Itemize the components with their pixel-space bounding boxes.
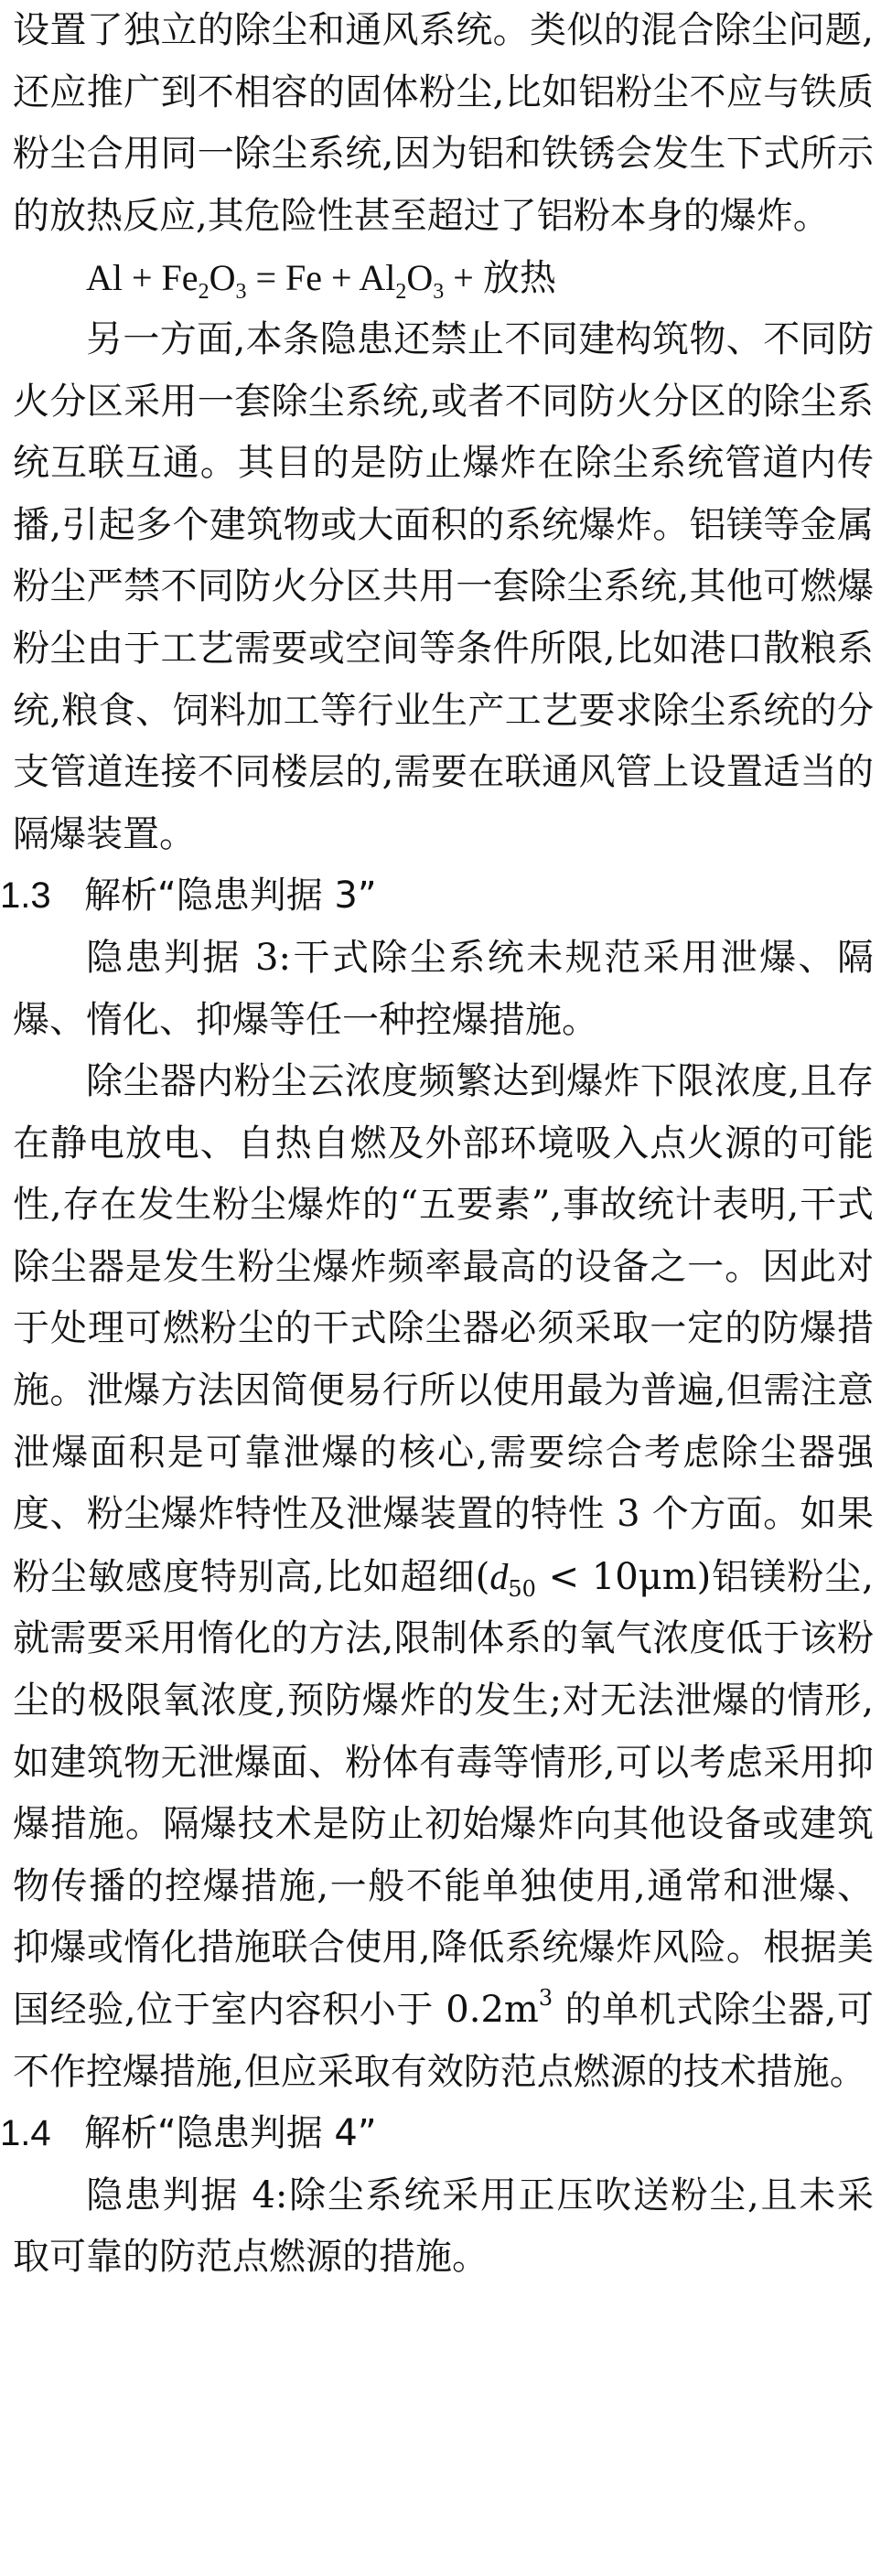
eq-part: O: [209, 257, 236, 299]
math-variable: d: [489, 1555, 509, 1597]
math-subscript: 50: [508, 1575, 536, 1602]
reaction-equation: [13, 247, 874, 309]
paragraph-fire-zones: 另一方面,本条隐患还禁止不同建构筑物、不同防火分区采用一套除尘系统,或者不同防火分区的除尘系统互联互通。其目的是防止爆炸在除尘系统管道内传播,引起多个建筑物或大面积的系统爆炸。铝镁等金属粉尘严禁不同防火分区共用一套除尘系统,其他可燃爆粉尘由于工艺需要或空间等条件所限,比如港口散粮系统,粮食、饲料加工等行业生产工艺要求除尘系统的分支管道连接不同楼层的,需要在联通风管上设置适当的隔爆装置。: [13, 317, 874, 855]
paragraph-dust-collector: [13, 1051, 874, 2103]
eq-part: O: [406, 257, 434, 299]
text-run: 的单机式除尘器,可不作控爆措施,但应采取有效防范点燃源的技术措施。: [13, 1989, 874, 2093]
eq-part: = Fe + Al: [246, 257, 396, 299]
section-title: 解析“隐患判据 4”: [84, 2112, 377, 2155]
section-number: 1.3: [0, 875, 51, 917]
paragraph-continued: 设置了独立的除尘和通风系统。类似的混合除尘问题,还应推广到不相容的固体粉尘,比如铝粉尘不应与铁质粉尘合用同一除尘系统,因为铝和铁锈会发生下式所示的放热反应,其危险性甚至超过了铝粉本身的爆炸。: [13, 9, 874, 237]
unit-superscript: 3: [538, 1985, 553, 2011]
section-number: 1.4: [0, 2113, 51, 2154]
paragraph-criterion-3: 隐患判据 3:干式除尘系统未规范采用泄爆、隔爆、惰化、抑爆等任一种控爆措施。: [13, 936, 874, 1041]
eq-part: + 放热: [444, 257, 556, 299]
text-run: 除尘器内粉尘云浓度频繁达到爆炸下限浓度,且存在静电放电、自热自燃及外部环境吸入点火源的可能性,存在发生粉尘爆炸的“五要素”,事故统计表明,干式除尘器是发生粉尘爆炸频率最高的设备之一。因此对于处理可燃粉尘的干式除尘器必须采取一定的防爆措施。泄爆方法因简便易行所以使用最为普遍,但需注意泄爆面积是可靠泄爆的核心,需要综合考虑除尘器强度、粉尘爆炸特性及泄爆装置的特性 3 个方面。如果粉尘敏感度特别高,比如超细(: [13, 1060, 874, 1598]
eq-subscript: 3: [433, 280, 445, 305]
eq-part: Al + Fe: [86, 257, 199, 299]
section-heading-1-3: [0, 865, 874, 928]
section-title: 解析“隐患判据 3”: [84, 875, 377, 918]
eq-subscript: 3: [235, 280, 247, 305]
text-run: )铝镁粉尘,就需要采用惰化的方法,限制体系的氧气浓度低于该粉尘的极限氧浓度,预防爆炸的发生;对无法泄爆的情形,如建筑物无泄爆面、粉体有毒等情形,可以考虑采用抑爆措施。隔爆技术是防止初始爆炸向其他设备或建筑物传播的控爆措施,一般不能单独使用,通常和泄爆、抑爆或惰化措施联合使用,降低系统爆炸风险。根据美国经验,位于室内容积小于 0.2m: [13, 1555, 874, 2031]
eq-subscript: 2: [198, 280, 210, 305]
section-heading-1-4: [0, 2103, 874, 2165]
math-value: < 10μm: [535, 1555, 697, 1598]
paragraph-criterion-4: 隐患判据 4:除尘系统采用正压吹送粉尘,且未采取可靠的防范点燃源的措施。: [13, 2174, 874, 2279]
eq-subscript: 2: [395, 280, 407, 305]
